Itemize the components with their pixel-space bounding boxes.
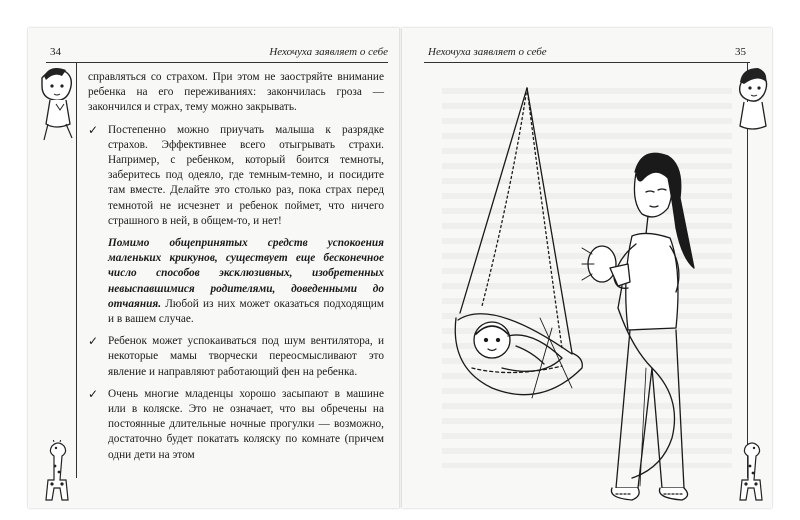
- checkmark-icon: ✓: [88, 122, 99, 137]
- checkmark-icon: ✓: [88, 386, 99, 401]
- right-running-header: Нехочуха заявляет о себе: [428, 46, 547, 58]
- emphasis-text: Помимо общепринятых средств успокоения маленьких крикунов, существует еще бесконечное число способов эксклюзивных, изобретенных невыспавшимися родителями, доведенными до отчаяния.: [108, 237, 384, 310]
- paragraph-continued: справляться со страхом. При этом не заостряйте внимание ребенка на его переживаниях: закончилась гроза — закончился и страх, тему можно закрывать.: [88, 71, 384, 114]
- list-item-text: Очень многие младенцы хорошо засыпают в машине или в коляске. Это не означает, что вы обречены на постоянные длительные ночные прогулки — возможно, достаточно будет покатать коляску по комнате (причем одни дети на этом: [108, 387, 384, 461]
- left-page: [28, 28, 400, 508]
- list-item: [88, 123, 384, 229]
- peeking-child-icon: [36, 64, 78, 144]
- checkmark-icon: ✓: [88, 334, 99, 349]
- right-page: [402, 28, 772, 508]
- giraffe-icon: [38, 440, 78, 504]
- left-header-rule: [46, 62, 388, 63]
- left-body-text: [88, 70, 384, 470]
- list-item: [88, 334, 384, 380]
- right-page-number: 35: [735, 46, 746, 58]
- cradle-and-mother-illustration: [432, 68, 732, 508]
- emphasis-tail-text: Любой из них может оказаться подходящим и в вашем случае.: [108, 297, 384, 326]
- list-item-text: Постепенно можно приучать малыша к разрядке страхов. Эффективнее всего отыгрывать страхи. Например, с ребенком, который боится темноты, заберитесь под одеяло, где темным-темно, и посидите там вместе. Делайте это столько раз, пока страх перед темнотой не исчезнет и ребенок поймет, что ничего страшного в ней, в общем-то, и нет!: [108, 123, 384, 227]
- emphasis-paragraph: [88, 236, 384, 327]
- peeking-child-icon: [732, 64, 772, 144]
- list-item-text: Ребенок может успокаиваться под шум вентилятора, и некоторые мамы творчески переосмысливают это явление и направляют работающий фен на ребенка.: [108, 335, 384, 378]
- list-item: [88, 387, 384, 463]
- left-running-header: Нехочуха заявляет о себе: [269, 46, 388, 58]
- left-page-number: 34: [50, 46, 61, 58]
- giraffe-icon: [732, 440, 772, 504]
- right-header-rule: [424, 62, 750, 63]
